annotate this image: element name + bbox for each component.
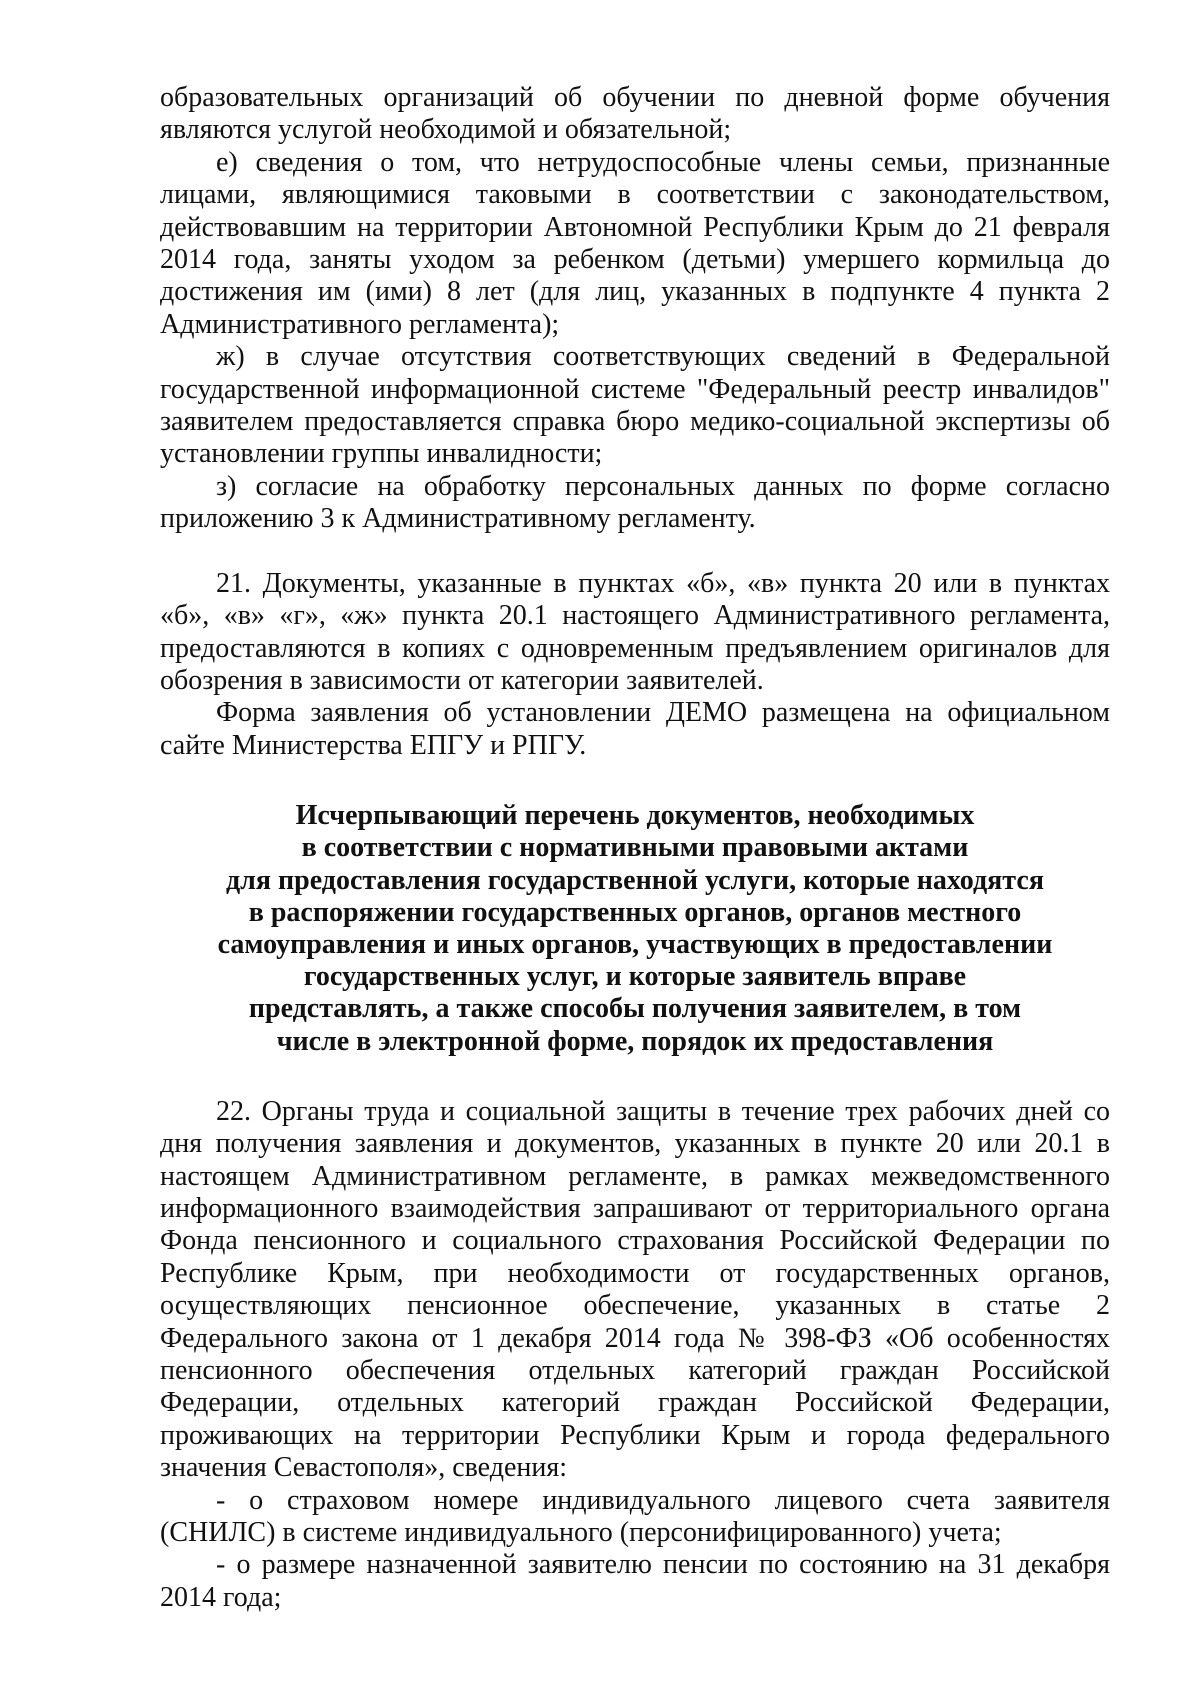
spacer	[160, 536, 1110, 568]
heading-line: самоуправления и иных органов, участвующих в предоставлении	[217, 928, 1053, 960]
paragraph-item-e: е) сведения о том, что нетрудоспособные члены семьи, признанные лицами, являющимися таковыми в соответствии с законодательством, действовавшим на территории Автономной Республики Крым до 21 февраля 2014 года, заняты уходом за ребенком (детьми) умершего кормильца до достижения им (ими) 8 лет (для лиц, указанных в подпункте 4 пункта 2 Административного регламента);	[160, 146, 1110, 340]
paragraph-item-zh: ж) в случае отсутствия соответствующих сведений в Федеральной государственной информационной системе "Федеральный реестр инвалидов" заявителем предоставляется справка бюро медико-социальной экспертизы об установлении группы инвалидности;	[160, 341, 1110, 470]
paragraph-continuation: образовательных организаций об обучении по дневной форме обучения являются услугой необходимой и обязательной;	[160, 82, 1110, 146]
spacer	[160, 762, 1110, 800]
paragraph-pension-amount: - о размере назначенной заявителю пенсии по состоянию на 31 декабря 2014 года;	[160, 1549, 1110, 1613]
paragraph-application-form: Форма заявления об установлении ДЕМО размещена на официальном сайте Министерства ЕПГУ и РПГУ.	[160, 697, 1110, 761]
section-22	[160, 1096, 1110, 1615]
paragraph-21: 21. Документы, указанные в пунктах «б», «в» пункта 20 или в пунктах «б», «в» «г», «ж» пункта 20.1 настоящего Административного регламента, предоставляются в копиях с одновременным предъявлением оригиналов для обозрения в зависимости от категории заявителей.	[160, 567, 1110, 696]
heading-line: представлять, а также способы получения заявителем, в том	[248, 993, 1022, 1025]
section-heading	[160, 800, 1110, 1058]
section-21	[160, 568, 1110, 762]
heading-line: государственных услуг, и которые заявитель вправе	[303, 961, 967, 993]
section-top	[160, 82, 1110, 536]
heading-line: в соответствии с нормативными правовыми актами	[301, 832, 969, 864]
heading-line: в распоряжении государственных органов, органов местного	[248, 896, 1022, 928]
spacer	[160, 1058, 1110, 1096]
heading-line: Исчерпывающий перечень документов, необходимых	[295, 800, 975, 832]
paragraph-item-z: з) согласие на обработку персональных данных по форме согласно приложению 3 к Административному регламенту.	[160, 470, 1110, 535]
paragraph-22: 22. Органы труда и социальной защиты в течение трех рабочих дней со дня получения заявления и документов, указанных в пункте 20 или 20.1 в настоящем Административном регламенте, в рамках межведомственного информационного взаимодействия запрашивают от территориального органа Фонда пенсионного и социального страхования Российской Федерации по Республике Крым, при необходимости от государственных органов, осуществляющих пенсионное обеспечение, указанных в статье 2 Федерального закона от 1 декабря 2014 года № 398-ФЗ «Об особенностях пенсионного обеспечения отдельных категорий граждан Российской Федерации, отдельных категорий граждан Российской Федерации, проживающих на территории Республики Крым и города федерального значения Севастополя», сведения:	[160, 1095, 1110, 1484]
document-body	[160, 82, 1110, 1614]
heading-line: для предоставления государственной услуги, которые находятся	[226, 864, 1044, 896]
heading-line: числе в электронной форме, порядок их предоставления	[276, 1025, 994, 1057]
paragraph-snils: - о страховом номере индивидуального лицевого счета заявителя (СНИЛС) в системе индивидуального (персонифицированного) учета;	[160, 1484, 1110, 1549]
